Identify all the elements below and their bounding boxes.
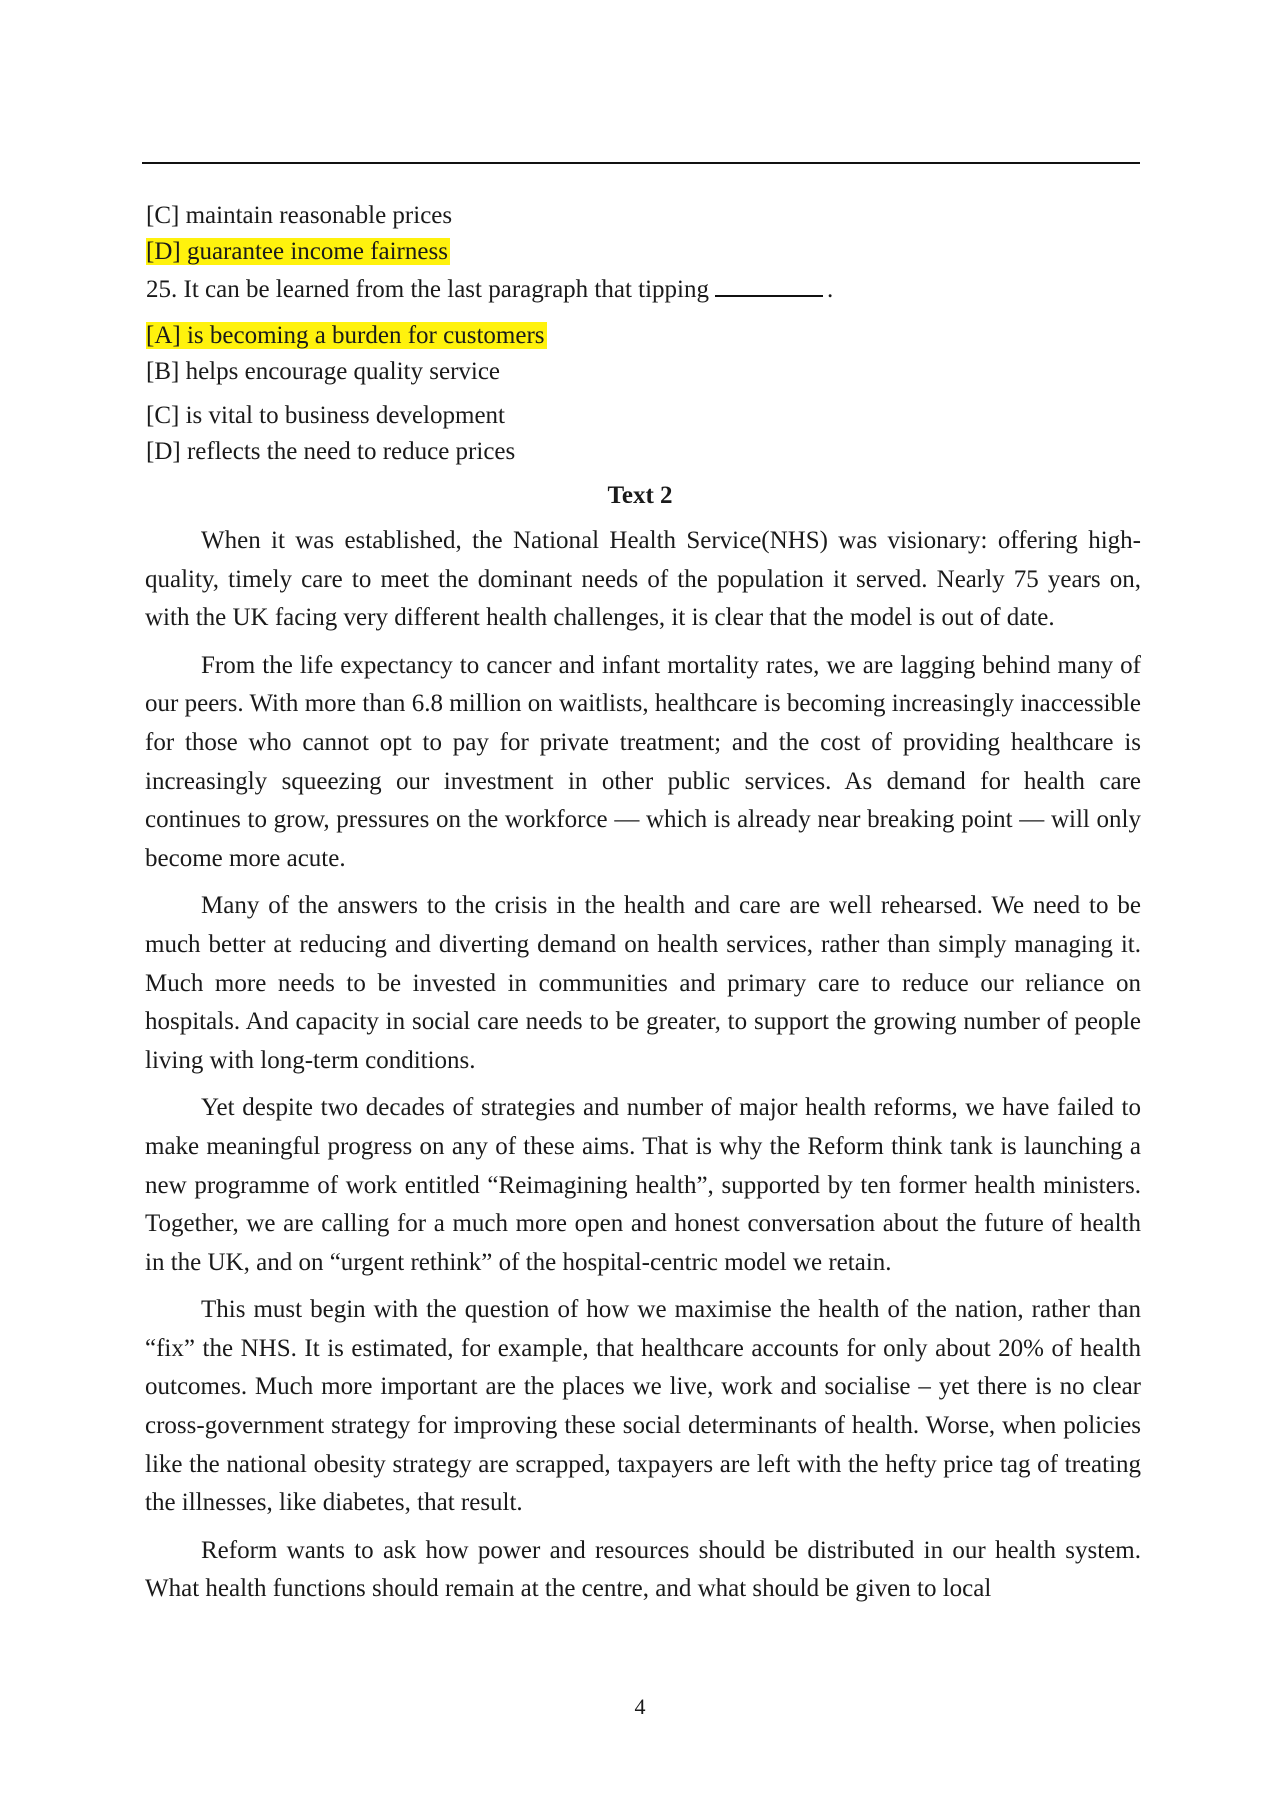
section-title: Text 2	[607, 482, 673, 509]
passage-body	[145, 522, 1141, 1618]
q24-option-d	[146, 236, 450, 268]
q25-stem-text: 25. It can be learned from the last paragraph that tipping	[146, 276, 709, 303]
paragraph: Yet despite two decades of strategies and number of major health reforms, we have failed to make meaningful progress on any of these aims. That is why the Reform think tank is launching a new programme of work entitled “Reimagining health”, supported by ten former health ministers. Together, we are calling for a much more open and honest conversation about the future of health in the UK, and on “urgent rethink” of the hospital-centric model we retain.	[145, 1094, 1141, 1276]
paragraph: This must begin with the question of how we maximise the health of the nation, rather than “fix” the NHS. It is estimated, for example, that healthcare accounts for only about 20% of health outcomes. Much more important are the places we live, work and socialise – yet there is no clear cross-government strategy for improving these social determinants of health. Worse, when policies like the national obesity strategy are scrapped, taxpayers are left with the hefty price tag of treating the illnesses, like diabetes, that result.	[145, 1296, 1141, 1517]
q25-option-d: [D] reflects the need to reduce prices	[146, 438, 516, 465]
paragraph: Reform wants to ask how power and resources should be distributed in our health system. What health functions should remain at the centre, and what should be given to local	[145, 1536, 1141, 1603]
q25-stem-period: .	[827, 276, 834, 303]
paragraph: Many of the answers to the crisis in the health and care are well rehearsed. We need to be much better at reducing and diverting demand on health services, rather than simply managing it. Much more needs to be invested in communities and primary care to reduce our reliance on hospitals. And capacity in social care needs to be greater, to support the growing number of people living with long-term conditions.	[145, 892, 1141, 1074]
highlighted-answer: [A] is becoming a burden for customers	[146, 322, 545, 349]
q25-option-c: [C] is vital to business development	[146, 402, 505, 429]
q25-stem	[146, 274, 833, 306]
highlighted-answer: [D] guarantee income fairness	[146, 238, 448, 265]
paragraph: When it was established, the National Health Service(NHS) was visionary: offering high-quality, timely care to meet the dominant needs of the population it served. Nearly 75 years on, with the UK facing very different health challenges, it is clear that the model is out of date.	[145, 527, 1141, 632]
answer-blank	[715, 275, 823, 297]
q25-option-b: [B] helps encourage quality service	[146, 358, 501, 385]
q24-option-c: [C] maintain reasonable prices	[146, 202, 453, 229]
page-number: 4	[634, 1694, 646, 1719]
header-rule	[142, 162, 1140, 164]
q25-option-a	[146, 320, 547, 352]
paragraph: From the life expectancy to cancer and infant mortality rates, we are lagging behind many of our peers. With more than 6.8 million on waitlists, healthcare is becoming increasingly inaccessible for those who cannot opt to pay for private treatment; and the cost of providing healthcare is increasingly squeezing our investment in other public services. As demand for health care continues to grow, pressures on the workforce — which is already near breaking point — will only become more acute.	[145, 651, 1141, 872]
